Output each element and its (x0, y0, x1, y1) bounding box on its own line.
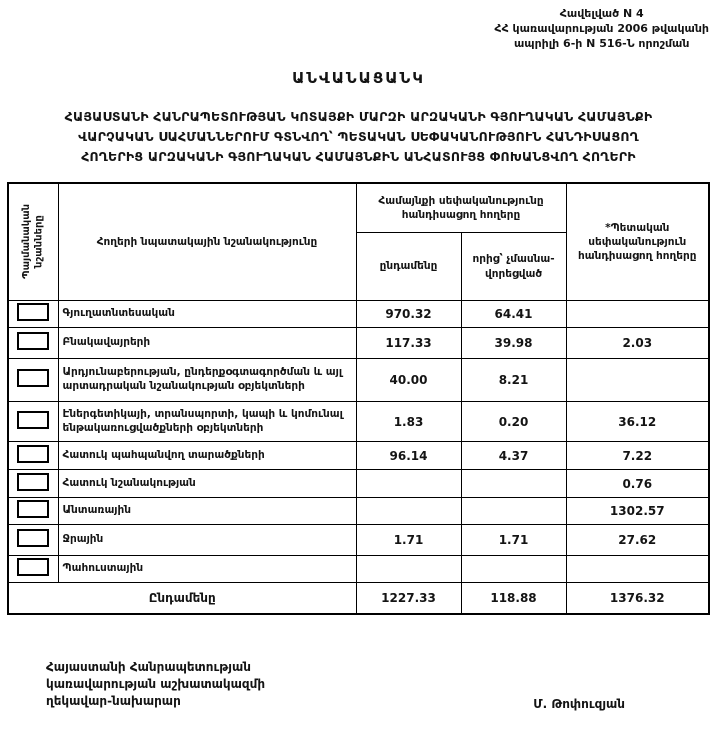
symbol-box (17, 332, 49, 350)
total-cell-not-privatized: 118.88 (461, 583, 566, 614)
heading-line: ՎԱՐՉԱԿԱՆ ՍԱՀՄԱՆՆԵՐՈՒՄ ԳՏՆՎՈՂ՝ ՊԵՏԱԿԱՆ ՍԵՓԱԿԱՆՈՒԹՅՈՒՆ ՀԱՆԴԻՍԱՑՈՂ (78, 128, 639, 144)
cell-total: 1.71 (356, 525, 461, 556)
cell-state: 2.03 (566, 328, 709, 359)
document-heading (0, 107, 717, 167)
cell-not-privatized: 1.71 (461, 525, 566, 556)
community-group-header: Համայնքի սեփականությունը հանդիսացող հողերը (356, 183, 566, 233)
document-title: ԱՆՎԱՆԱՑԱՆԿ (292, 68, 425, 87)
cell-total: 96.14 (356, 442, 461, 470)
cell-total (356, 498, 461, 525)
symbol-cell (8, 498, 58, 525)
cell-state: 27.62 (566, 525, 709, 556)
row-label: Բնակավայրերի (58, 328, 356, 359)
cell-state: 7.22 (566, 442, 709, 470)
table-row (8, 556, 709, 583)
table-row (8, 402, 709, 442)
cell-total (356, 470, 461, 498)
cell-state: 0.76 (566, 470, 709, 498)
appendix-line: Հավելված N 4 (559, 7, 644, 20)
cell-not-privatized: 39.98 (461, 328, 566, 359)
cell-not-privatized: 8.21 (461, 359, 566, 402)
appendix-line: ՀՀ կառավարության 2006 թվականի (494, 21, 709, 35)
footer-official-title (46, 659, 265, 711)
cell-not-privatized: 4.37 (461, 442, 566, 470)
row-label: Ջրային (58, 525, 356, 556)
cell-state: 36.12 (566, 402, 709, 442)
signature-name: Մ. Թոփուզյան (533, 696, 625, 711)
footer-line: Հայաստանի Հանրապետության (46, 659, 251, 674)
heading-line: ՀԱՅԱՍՏԱՆԻ ՀԱՆՐԱՊԵՏՈՒԹՅԱՆ ԿՈՏԱՅՔԻ ՄԱՐԶԻ ԱՐԶԱԿԱՆԻ ԳՅՈՒՂԱԿԱՆ ՀԱՄԱՅՆՔԻ (64, 108, 653, 124)
cell-state: 1302.57 (566, 498, 709, 525)
symbol-box (17, 411, 49, 429)
not-privatized-column-header: որից՝ չմասնա-վորեցված (461, 233, 566, 301)
table-row (8, 470, 709, 498)
row-label: Հատուկ պահպանվող տարածքների (58, 442, 356, 470)
table-header-row-1 (8, 183, 709, 233)
symbol-cell (8, 525, 58, 556)
purpose-column-header: Հողերի նպատակային նշանակությունը (58, 183, 356, 301)
document-footer (0, 659, 717, 711)
symbol-box (17, 529, 49, 547)
symbol-cell (8, 328, 58, 359)
appendix-note (494, 7, 709, 52)
table-row (8, 301, 709, 328)
row-label: Անտառային (58, 498, 356, 525)
total-cell-total: 1227.33 (356, 583, 461, 614)
table-row (8, 328, 709, 359)
total-cell-state: 1376.32 (566, 583, 709, 614)
symbol-box (17, 303, 49, 321)
total-row-label: Ընդամենը (8, 583, 356, 614)
symbol-cell (8, 359, 58, 402)
symbol-cell (8, 301, 58, 328)
symbols-column-label: Պայմանական նշանները (20, 204, 45, 280)
row-label: Պահուստային (58, 556, 356, 583)
symbols-column-header (8, 183, 58, 301)
table-row (8, 442, 709, 470)
cell-total (356, 556, 461, 583)
state-column-header: *Պետական սեփականություն հանդիսացող հողերը (566, 183, 709, 301)
table-row (8, 498, 709, 525)
symbol-cell (8, 442, 58, 470)
symbol-cell (8, 556, 58, 583)
total-row (8, 583, 709, 614)
symbol-cell (8, 402, 58, 442)
cell-not-privatized (461, 470, 566, 498)
row-label: Էներգետիկայի, տրանսպորտի, կապի և կոմունալ ենթակառուցվածքների օբյեկտների (58, 402, 356, 442)
cell-state (566, 301, 709, 328)
table-row (8, 359, 709, 402)
cell-total: 117.33 (356, 328, 461, 359)
cell-not-privatized: 64.41 (461, 301, 566, 328)
cell-not-privatized (461, 556, 566, 583)
symbol-box (17, 500, 49, 518)
symbol-box (17, 473, 49, 491)
cell-not-privatized (461, 498, 566, 525)
total-column-header: ընդամենը (356, 233, 461, 301)
symbol-box (17, 445, 49, 463)
row-label: Գյուղատնտեսական (58, 301, 356, 328)
footer-line: ղեկավար-նախարար (46, 694, 181, 709)
table-row (8, 525, 709, 556)
heading-line: ՀՈՂԵՐԻՑ ԱՐԶԱԿԱՆԻ ԳՅՈՒՂԱԿԱՆ ՀԱՄԱՅՆՔԻՆ ԱՆՀԱՏՈՒՅՑ ՓՈԽԱՆՑՎՈՂ ՀՈՂԵՐԻ (81, 148, 636, 164)
symbol-box (17, 558, 49, 576)
cell-state (566, 556, 709, 583)
appendix-line: ապրիլի 6-ի N 516-Ն որոշման (513, 36, 690, 50)
land-table (7, 182, 710, 615)
cell-total: 1.83 (356, 402, 461, 442)
symbol-cell (8, 470, 58, 498)
row-label: Արդյունաբերության, ընդերքօգտագործման և այլ արտադրական նշանակության օբյեկտների (58, 359, 356, 402)
footer-line: կառավարության աշխատակազմի (46, 676, 266, 691)
symbol-box (17, 369, 49, 387)
row-label: Հատուկ նշանակության (58, 470, 356, 498)
cell-not-privatized: 0.20 (461, 402, 566, 442)
cell-total: 40.00 (356, 359, 461, 402)
cell-total: 970.32 (356, 301, 461, 328)
cell-state (566, 359, 709, 402)
